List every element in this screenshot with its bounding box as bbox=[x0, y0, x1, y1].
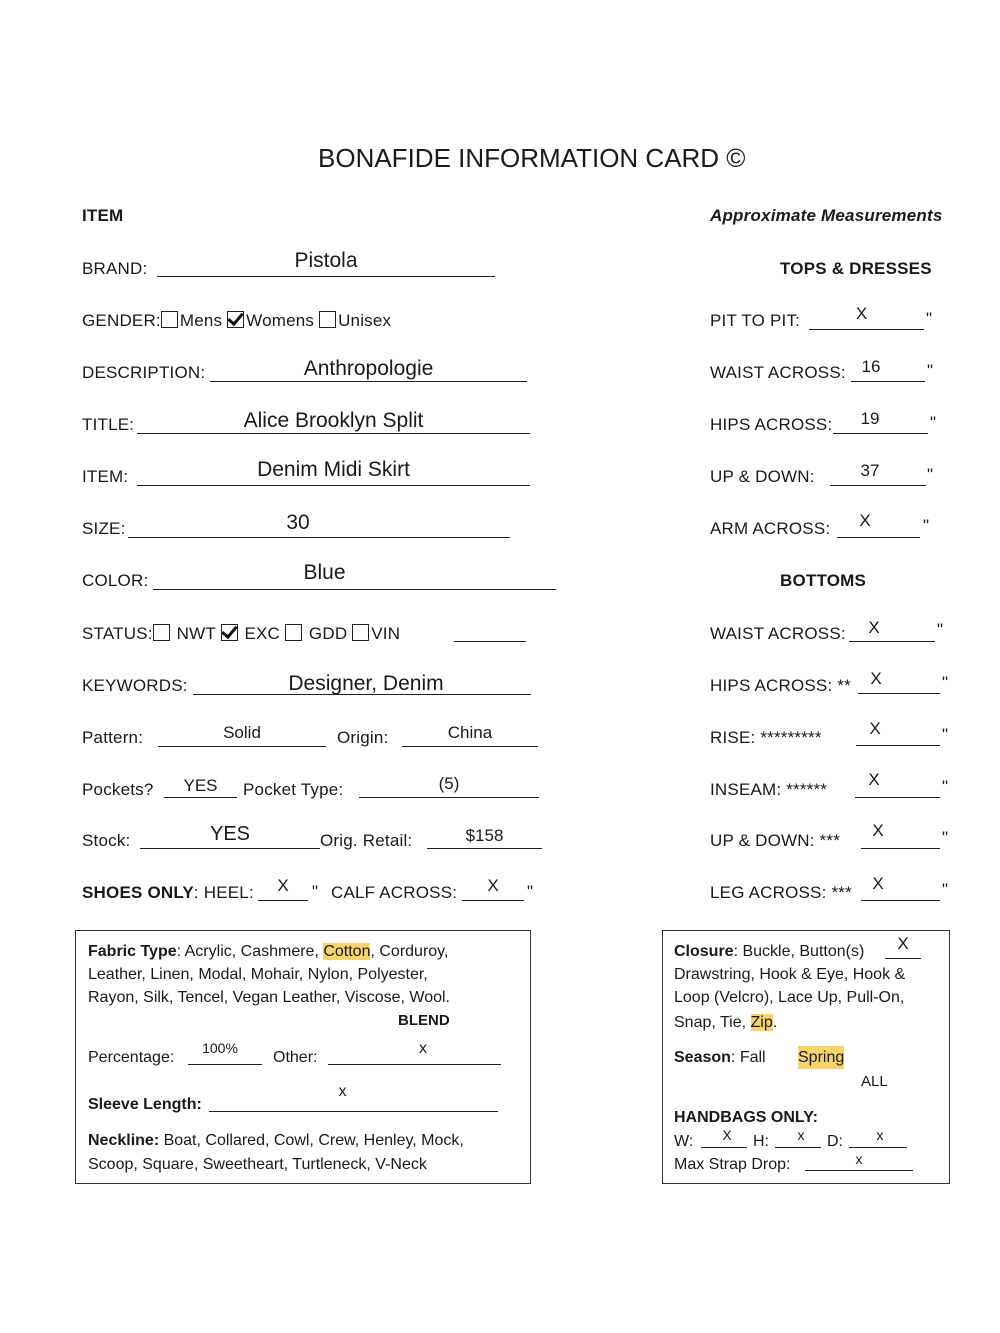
title-line bbox=[137, 433, 530, 434]
pattern-label: Pattern: bbox=[82, 728, 144, 747]
keywords-label: KEYWORDS: bbox=[82, 676, 188, 695]
origin-value[interactable]: China bbox=[447, 723, 493, 742]
brand-line bbox=[157, 276, 495, 277]
tops-updown-label: UP & DOWN: bbox=[710, 467, 815, 486]
sleeve-value[interactable]: x bbox=[338, 1083, 347, 1100]
status-gdd-label: GDD bbox=[308, 624, 348, 643]
orig-retail-line bbox=[427, 848, 542, 849]
heel-inch-mark: " bbox=[312, 882, 319, 901]
arm-inch: " bbox=[923, 516, 930, 535]
tops-updown-inch: " bbox=[927, 465, 934, 484]
strap-line bbox=[805, 1170, 913, 1171]
closure-line bbox=[885, 958, 921, 959]
shoes-row bbox=[82, 883, 254, 903]
closure-options-a: : Buckle, Button(s) bbox=[733, 943, 865, 960]
season-spring: Spring bbox=[798, 1046, 844, 1069]
calf-line bbox=[462, 900, 524, 901]
gender-mens-label: Mens bbox=[179, 311, 223, 330]
calf-label: CALF ACROSS: bbox=[331, 883, 458, 902]
brand-value[interactable]: Pistola bbox=[294, 249, 358, 272]
closure-line-3: Loop (Velcro), Lace Up, Pull-On, bbox=[674, 989, 905, 1006]
orig-retail-label: Orig. Retail: bbox=[320, 831, 413, 850]
heel-label: : HEEL: bbox=[193, 883, 254, 902]
blend-note: BLEND bbox=[398, 1012, 450, 1029]
rise-inch: " bbox=[942, 725, 949, 744]
other-line bbox=[328, 1064, 501, 1065]
item-value[interactable]: Denim Midi Skirt bbox=[257, 458, 410, 481]
neckline-line-2: Scoop, Square, Sweetheart, Turtleneck, V-Neck bbox=[88, 1156, 427, 1173]
item-label: ITEM: bbox=[82, 467, 129, 486]
neckline-label: Neckline: bbox=[88, 1132, 160, 1149]
pockets-label: Pockets? bbox=[82, 780, 154, 799]
item-line bbox=[137, 485, 530, 486]
bottoms-heading: BOTTOMS bbox=[780, 571, 867, 590]
fabric-options-b: , Corduroy, bbox=[370, 943, 449, 960]
pit-inch: " bbox=[926, 309, 933, 328]
neckline-line-1 bbox=[88, 1129, 464, 1152]
gender-label: GENDER: bbox=[82, 311, 161, 330]
status-vin-label: VIN bbox=[371, 624, 401, 643]
leg-value[interactable]: X bbox=[872, 874, 884, 893]
closure-line-1 bbox=[674, 940, 864, 963]
inseam-label: INSEAM: ****** bbox=[710, 780, 828, 799]
measurements-header: Approximate Measurements bbox=[710, 206, 943, 225]
tops-hips-inch: " bbox=[930, 413, 937, 432]
size-line bbox=[128, 537, 510, 538]
pit-line bbox=[809, 329, 924, 330]
rise-label: RISE: ********* bbox=[710, 728, 822, 747]
stock-line bbox=[140, 848, 320, 849]
percentage-value[interactable]: 100% bbox=[202, 1040, 238, 1056]
season-label: Season bbox=[674, 1049, 731, 1066]
closure-period: . bbox=[772, 1014, 778, 1031]
pocket-type-label: Pocket Type: bbox=[243, 780, 344, 799]
inseam-inch: " bbox=[942, 777, 949, 796]
brand-label: BRAND: bbox=[82, 259, 148, 278]
h-line bbox=[775, 1147, 821, 1148]
status-row bbox=[82, 624, 400, 644]
arm-value[interactable]: X bbox=[859, 511, 871, 530]
status-line bbox=[454, 641, 526, 642]
bottoms-hips-label: HIPS ACROSS: ** bbox=[710, 676, 851, 695]
closure-line-4 bbox=[674, 1011, 777, 1034]
bottoms-waist-label: WAIST ACROSS: bbox=[710, 624, 846, 643]
leg-label: LEG ACROSS: *** bbox=[710, 883, 852, 902]
percentage-label: Percentage: bbox=[88, 1049, 175, 1066]
tops-waist-line bbox=[851, 381, 925, 382]
size-label: SIZE: bbox=[82, 519, 126, 538]
sleeve-label: Sleeve Length: bbox=[88, 1096, 202, 1113]
description-label: DESCRIPTION: bbox=[82, 363, 206, 382]
heel-value[interactable]: X bbox=[277, 876, 289, 895]
season-row bbox=[674, 1046, 766, 1069]
rise-value[interactable]: X bbox=[869, 719, 881, 738]
origin-line bbox=[402, 746, 538, 747]
fabric-selected-cotton: Cotton bbox=[323, 943, 371, 960]
other-label: Other: bbox=[273, 1049, 318, 1066]
strap-value[interactable]: x bbox=[855, 1151, 863, 1167]
handbags-label: HANDBAGS ONLY: bbox=[674, 1109, 819, 1126]
rise-line bbox=[856, 745, 940, 746]
h-value[interactable]: x bbox=[797, 1127, 805, 1143]
sleeve-line bbox=[209, 1111, 498, 1112]
tops-waist-inch: " bbox=[927, 361, 934, 380]
fabric-options-a: : Acrylic, Cashmere, bbox=[176, 943, 324, 960]
closure-mark[interactable]: X bbox=[897, 934, 909, 953]
bottoms-updown-value[interactable]: X bbox=[872, 821, 884, 840]
calf-value[interactable]: X bbox=[487, 876, 499, 895]
pattern-value[interactable]: Solid bbox=[223, 723, 261, 742]
description-value[interactable]: Anthropologie bbox=[303, 357, 434, 380]
pocket-type-line bbox=[359, 797, 539, 798]
inseam-line bbox=[855, 797, 940, 798]
tops-heading: TOPS & DRESSES bbox=[780, 259, 932, 278]
pit-label: PIT TO PIT: bbox=[710, 311, 801, 330]
bottoms-hips-inch: " bbox=[942, 673, 949, 692]
orig-retail-value[interactable]: $158 bbox=[465, 826, 504, 845]
other-value[interactable]: x bbox=[419, 1040, 427, 1057]
title-value[interactable]: Alice Brooklyn Split bbox=[243, 409, 424, 432]
status-nwt-checkbox[interactable] bbox=[153, 624, 170, 641]
status-vin-checkbox[interactable] bbox=[352, 624, 369, 641]
card-title: BONAFIDE INFORMATION CARD © bbox=[318, 143, 746, 173]
bottoms-waist-value[interactable]: X bbox=[868, 618, 880, 637]
fabric-type-label: Fabric Type bbox=[88, 943, 177, 960]
calf-inch-mark: " bbox=[527, 882, 534, 901]
stock-label: Stock: bbox=[82, 831, 131, 850]
closure-selected-zip: Zip bbox=[750, 1014, 773, 1031]
season-all: ALL bbox=[861, 1073, 888, 1090]
heel-line bbox=[258, 900, 308, 901]
pattern-line bbox=[158, 746, 326, 747]
keywords-value[interactable]: Designer, Denim bbox=[288, 672, 444, 695]
season-fall: : Fall bbox=[730, 1049, 766, 1066]
closure-options-b: Snap, Tie, bbox=[674, 1014, 751, 1031]
color-value[interactable]: Blue bbox=[303, 561, 346, 584]
bottoms-updown-inch: " bbox=[942, 828, 949, 847]
bottoms-updown-label: UP & DOWN: *** bbox=[710, 831, 841, 850]
gender-womens-checkbox[interactable] bbox=[227, 311, 244, 328]
closure-line-2: Drawstring, Hook & Eye, Hook & bbox=[674, 966, 906, 983]
w-label: W: bbox=[674, 1133, 694, 1150]
bottoms-waist-line bbox=[849, 641, 935, 642]
w-value[interactable]: X bbox=[722, 1127, 732, 1143]
title-label: TITLE: bbox=[82, 415, 135, 434]
tops-hips-value[interactable]: 19 bbox=[860, 409, 880, 428]
bottoms-hips-line bbox=[858, 693, 940, 694]
gender-unisex-label: Unisex bbox=[338, 311, 392, 330]
fabric-line-1 bbox=[88, 940, 448, 963]
bottoms-hips-value[interactable]: X bbox=[870, 669, 882, 688]
status-label: STATUS: bbox=[82, 624, 153, 643]
tops-hips-label: HIPS ACROSS: bbox=[710, 415, 833, 434]
gender-mens-checkbox[interactable] bbox=[161, 311, 178, 328]
status-nwt-label: NWT bbox=[176, 624, 216, 643]
leg-line bbox=[861, 900, 940, 901]
pockets-line bbox=[164, 797, 237, 798]
color-line bbox=[153, 589, 556, 590]
closure-label: Closure bbox=[674, 943, 734, 960]
status-exc-label: EXC bbox=[244, 624, 281, 643]
status-exc-checkbox[interactable] bbox=[221, 624, 238, 641]
d-label: D: bbox=[827, 1133, 843, 1150]
color-label: COLOR: bbox=[82, 571, 149, 590]
stock-value[interactable]: YES bbox=[209, 823, 251, 845]
pockets-value[interactable]: YES bbox=[183, 776, 218, 795]
fabric-line-3: Rayon, Silk, Tencel, Vegan Leather, Viscose, Wool. bbox=[88, 989, 450, 1006]
origin-label: Origin: bbox=[337, 728, 389, 747]
percentage-line bbox=[188, 1064, 262, 1065]
pocket-type-value[interactable]: (5) bbox=[438, 774, 460, 793]
tops-waist-value[interactable]: 16 bbox=[861, 357, 881, 376]
gender-row bbox=[82, 311, 391, 331]
d-line bbox=[849, 1147, 907, 1148]
arm-line bbox=[837, 537, 920, 538]
strap-label: Max Strap Drop: bbox=[674, 1156, 791, 1173]
size-value[interactable]: 30 bbox=[286, 511, 310, 534]
item-header: ITEM bbox=[82, 206, 124, 225]
shoes-only-label: SHOES ONLY bbox=[82, 883, 194, 902]
tops-updown-line bbox=[830, 485, 926, 486]
arm-label: ARM ACROSS: bbox=[710, 519, 831, 538]
gender-womens-label: Womens bbox=[246, 311, 315, 330]
h-label: H: bbox=[753, 1133, 769, 1150]
pit-value[interactable]: X bbox=[855, 304, 868, 323]
gender-unisex-checkbox[interactable] bbox=[319, 311, 336, 328]
status-gdd-checkbox[interactable] bbox=[285, 624, 302, 641]
tops-updown-value[interactable]: 37 bbox=[860, 461, 880, 480]
bottoms-waist-inch: " bbox=[937, 620, 944, 639]
neckline-options-a: Boat, Collared, Cowl, Crew, Henley, Mock, bbox=[159, 1132, 464, 1149]
tops-waist-label: WAIST ACROSS: bbox=[710, 363, 846, 382]
inseam-value[interactable]: X bbox=[868, 770, 880, 789]
tops-hips-line bbox=[833, 433, 928, 434]
d-value[interactable]: x bbox=[876, 1127, 884, 1143]
fabric-line-2: Leather, Linen, Modal, Mohair, Nylon, Polyester, bbox=[88, 966, 428, 983]
bottoms-updown-line bbox=[861, 848, 940, 849]
description-line bbox=[210, 381, 527, 382]
w-line bbox=[701, 1147, 747, 1148]
leg-inch: " bbox=[942, 880, 949, 899]
